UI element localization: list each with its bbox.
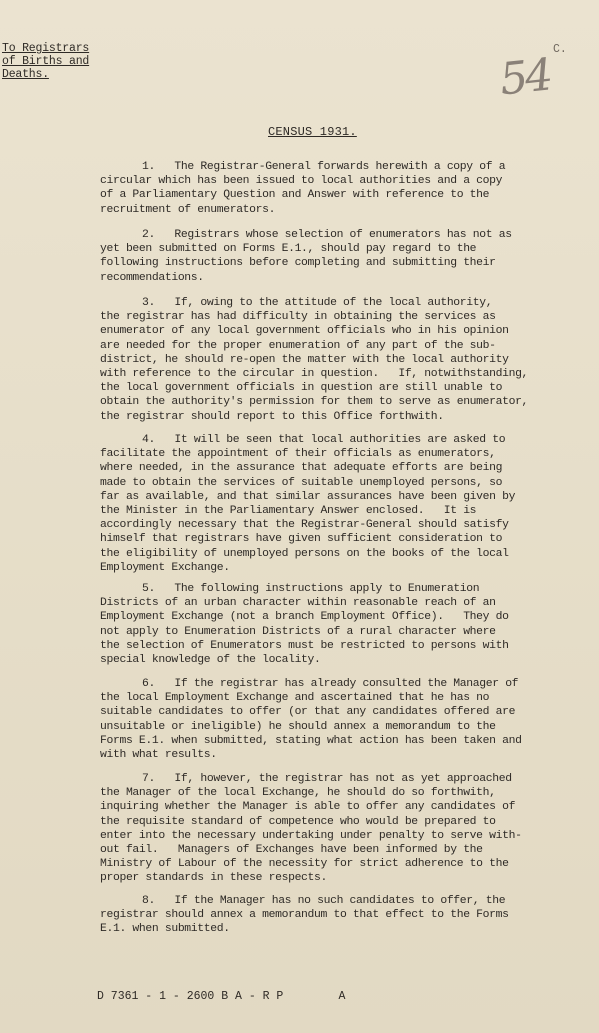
- paragraph-line: Districts of an urban character within reasonable reach of an: [100, 597, 496, 610]
- paragraph-line: Ministry of Labour of the necessity for strict adherence to the: [100, 858, 509, 871]
- paragraph-line: far as available, and that similar assurances have been given by: [100, 490, 516, 503]
- paragraph-line: himself that registrars have given sufficient consideration to: [100, 533, 503, 546]
- paragraph-line: 2. Registrars whose selection of enumerators has not as: [142, 229, 512, 241]
- paragraph-line: enumerator of any local government officials who in his opinion: [100, 325, 509, 338]
- paragraph-6: [100, 677, 522, 762]
- paragraph-line: the Manager of the local Exchange, he should do so forthwith,: [100, 787, 496, 800]
- paragraph-5: [100, 582, 509, 667]
- paragraph-line: made to obtain the services of suitable unemployed persons, so: [100, 476, 503, 489]
- paragraph-line: unsuitable or ineligible) he should annex a memorandum to the: [100, 720, 496, 733]
- paragraph-line: the local government officials in question are still unable to: [100, 382, 503, 395]
- print-code-footer: D 7361 - 1 - 2600 B A - R P A: [97, 990, 346, 1003]
- paragraph-line: the registrar should report to this Office forthwith.: [100, 410, 444, 423]
- paragraph-line: district, he should re-open the matter with the local authority: [100, 353, 509, 366]
- paragraph-line: the requisite standard of competence who would be prepared to: [100, 815, 496, 828]
- paragraph-line: Employment Exchange.: [100, 561, 230, 574]
- paragraph-line: proper standards in these respects.: [100, 872, 327, 885]
- paragraph-line: 4. It will be seen that local authorities are asked to: [142, 434, 506, 446]
- paragraph-line: registrar should annex a memorandum to that effect to the Forms: [100, 909, 509, 922]
- paragraph-line: the local Employment Exchange and ascertained that he has no: [100, 692, 490, 705]
- paragraph-line: with reference to the circular in question. If, notwithstanding,: [100, 368, 529, 381]
- paragraph-line: Employment Exchange (not a branch Employment Office). They do: [100, 611, 509, 624]
- reference-mark: C.: [553, 43, 567, 56]
- document-title: CENSUS 1931.: [268, 125, 357, 139]
- paragraph-2: [100, 228, 512, 285]
- paragraph-line: of a Parliamentary Question and Answer with reference to the: [100, 189, 490, 202]
- paragraph-line: the Minister in the Parliamentary Answer enclosed. It is: [100, 505, 477, 518]
- paragraph-line: following instructions before completing and submitting their: [100, 257, 496, 270]
- paragraph-line: inquiring whether the Manager is able to offer any candidates of: [100, 801, 516, 814]
- paragraph-line: recommendations.: [100, 271, 204, 284]
- paragraph-line: recruitment of enumerators.: [100, 203, 276, 216]
- paragraph-7: [100, 772, 522, 886]
- paragraph-line: the eligibility of unemployed persons on the books of the local: [100, 547, 509, 560]
- paragraph-line: obtain the authority's permission for them to serve as enumerator,: [100, 396, 529, 409]
- paragraph-line: Forms E.1. when submitted, stating what action has been taken and: [100, 734, 522, 747]
- paragraph-line: the selection of Enumerators must be restricted to persons with: [100, 639, 509, 652]
- paragraph-line: suitable candidates to offer (or that any candidates offered are: [100, 706, 516, 719]
- addressee-line-2: of Births and: [2, 55, 90, 68]
- paragraph-line: where needed, in the assurance that adequate efforts are being: [100, 462, 503, 475]
- paragraph-line: accordingly necessary that the Registrar-General should satisfy: [100, 519, 509, 532]
- paragraph-line: yet been submitted on Forms E.1., should pay regard to the: [100, 243, 477, 256]
- paragraph-8: [100, 894, 509, 937]
- paragraph-line: enter into the necessary undertaking under penalty to serve with-: [100, 829, 522, 842]
- paragraph-line: out fail. Managers of Exchanges have been informed by the: [100, 844, 483, 857]
- paragraph-line: 3. If, owing to the attitude of the local authority,: [142, 297, 493, 309]
- paragraph-line: 8. If the Manager has no such candidates to offer, the: [142, 895, 506, 907]
- addressee-line-1: To Registrars: [2, 42, 90, 55]
- addressee-line-3: Deaths.: [2, 68, 49, 81]
- paragraph-line: E.1. when submitted.: [100, 923, 230, 936]
- addressee-block: [2, 42, 89, 81]
- paragraph-line: 6. If the registrar has already consulted the Manager of: [142, 678, 519, 690]
- paragraph-1: [100, 160, 505, 217]
- paragraph-line: circular which has been issued to local authorities and a copy: [100, 175, 503, 188]
- paragraph-line: special knowledge of the locality.: [100, 654, 321, 667]
- paragraph-line: with what results.: [100, 749, 217, 762]
- paragraph-3: [100, 296, 528, 424]
- paragraph-line: not apply to Enumeration Districts of a rural character where: [100, 625, 496, 638]
- paragraph-line: 7. If, however, the registrar has not as yet approached: [142, 773, 512, 785]
- paragraph-line: are needed for the proper enumeration of any part of the sub-: [100, 339, 496, 352]
- paragraph-line: 5. The following instructions apply to Enumeration: [142, 583, 480, 595]
- paragraph-line: 1. The Registrar-General forwards herewith a copy of a: [142, 161, 506, 173]
- handwritten-page-number: 54: [497, 49, 553, 106]
- paragraph-line: the registrar has had difficulty in obtaining the services as: [100, 311, 496, 324]
- paragraph-4: [100, 433, 515, 575]
- paragraph-line: facilitate the appointment of their officials as enumerators,: [100, 448, 496, 461]
